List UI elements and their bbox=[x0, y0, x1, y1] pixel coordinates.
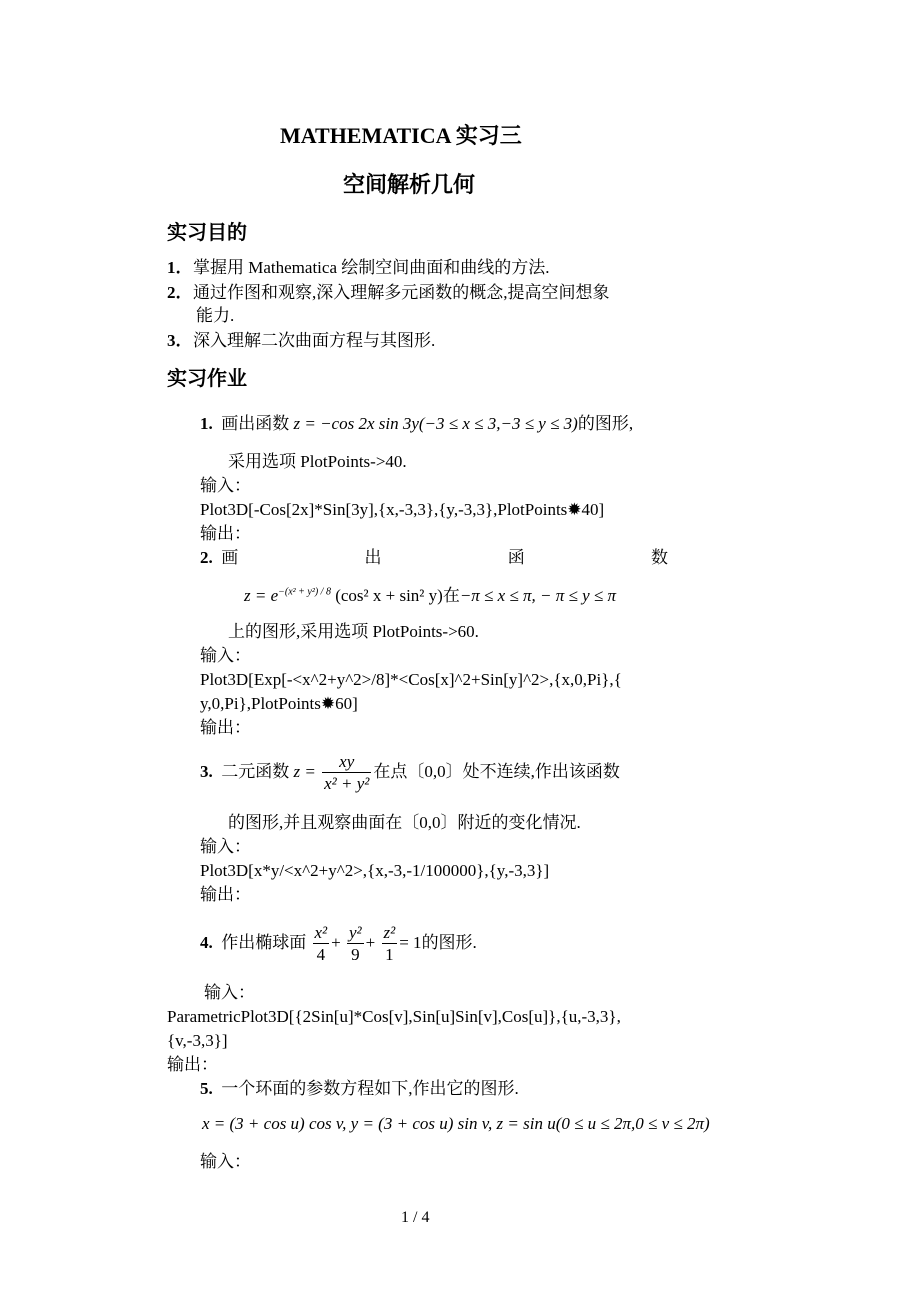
question-2-line1: 2. 画 出 函 数 bbox=[200, 548, 668, 567]
formula-q5: x = (3 + cos u) cos v, y = (3 + cos u) sin v, z = sin u(0 ≤ u ≤ 2π,0 ≤ v ≤ 2π) bbox=[202, 1114, 710, 1133]
question-1-options: 采用选项 PlotPoints->40. bbox=[228, 452, 407, 471]
code-q4-line1: ParametricPlot3D[{2Sin[u]*Cos[v],Sin[u]Sin[v],Cos[u]},{u,-3,3}, bbox=[167, 1007, 621, 1026]
objectives-heading: 实习目的 bbox=[167, 222, 247, 244]
homework-heading: 实习作业 bbox=[167, 368, 247, 390]
code-q2-line1: Plot3D[Exp[-<x^2+y^2>/8]*<Cos[x]^2+Sin[y]^2>,{x,0,Pi},{ bbox=[200, 670, 622, 689]
objective-item: 3．深入理解二次曲面方程与其图形. bbox=[167, 331, 436, 350]
question-1: 1. 画出函数 z = −cos 2x sin 3y(−3 ≤ x ≤ 3,−3 ≤ y ≤ 3)的图形, bbox=[200, 414, 634, 433]
fraction-q3: $\frac{xy}{\text{x² + y²}}$ bbox=[324, 751, 370, 793]
output-label: 输出： bbox=[167, 1055, 218, 1074]
question-3: 3. 二元函数 z = $\frac{xy}{\text{x² + y²}}$ 在点〔0,0〕处不连续,作出该函数 bbox=[200, 751, 620, 793]
output-label: 输出： bbox=[200, 718, 251, 737]
input-label: 输入： bbox=[200, 646, 251, 665]
input-label: 输入： bbox=[200, 1152, 251, 1171]
output-label: 输出： bbox=[200, 885, 251, 904]
code-q4-line2: {v,-3,3}] bbox=[167, 1031, 228, 1050]
question-3-line2: 的图形,并且观察曲面在〔0,0〕附近的变化情况. bbox=[228, 813, 581, 832]
objective-item: 2．通过作图和观察,深入理解多元函数的概念,提高空间想象 bbox=[167, 283, 610, 302]
code-q2-line2: y,0,Pi},PlotPoints✹60] bbox=[200, 694, 358, 713]
formula-q1: z = −cos 2x sin 3y(−3 ≤ x ≤ 3,−3 ≤ y ≤ 3) bbox=[293, 414, 578, 433]
page-title: MATHEMATICA 实习三 bbox=[280, 123, 522, 148]
objective-item-continued: 能力. bbox=[196, 306, 235, 325]
input-label: 输入： bbox=[204, 983, 255, 1002]
question-2-options: 上的图形,采用选项 PlotPoints->60. bbox=[228, 622, 479, 641]
question-5: 5. 一个环面的参数方程如下,作出它的图形. bbox=[200, 1079, 519, 1098]
output-label: 输出： bbox=[200, 524, 251, 543]
formula-q2: $z = e^{-(x^2 + y^2) / 8}$ (cos² x + sin² y)在−π ≤ x ≤ π, − π ≤ y ≤ π bbox=[244, 586, 616, 605]
objective-item: 1．掌握用 Mathematica 绘制空间曲面和曲线的方法. bbox=[167, 258, 550, 277]
question-4: 4. 作出椭球面 $\frac{\text{x²}}{4}$ + $\frac{\text{y²}}{9}$ + $\frac{\text{z²}}{1}$ = 1的图形. bbox=[200, 922, 477, 964]
page-number: 1 / 4 bbox=[401, 1209, 430, 1226]
code-q1: Plot3D[-Cos[2x]*Sin[3y],{x,-3,3},{y,-3,3},PlotPoints✹40] bbox=[200, 500, 605, 519]
input-label: 输入： bbox=[200, 476, 251, 495]
input-label: 输入： bbox=[200, 837, 251, 856]
code-q3: Plot3D[x*y/<x^2+y^2>,{x,-3,-1/100000},{y,-3,3}] bbox=[200, 861, 550, 880]
page-subtitle: 空间解析几何 bbox=[343, 172, 476, 197]
